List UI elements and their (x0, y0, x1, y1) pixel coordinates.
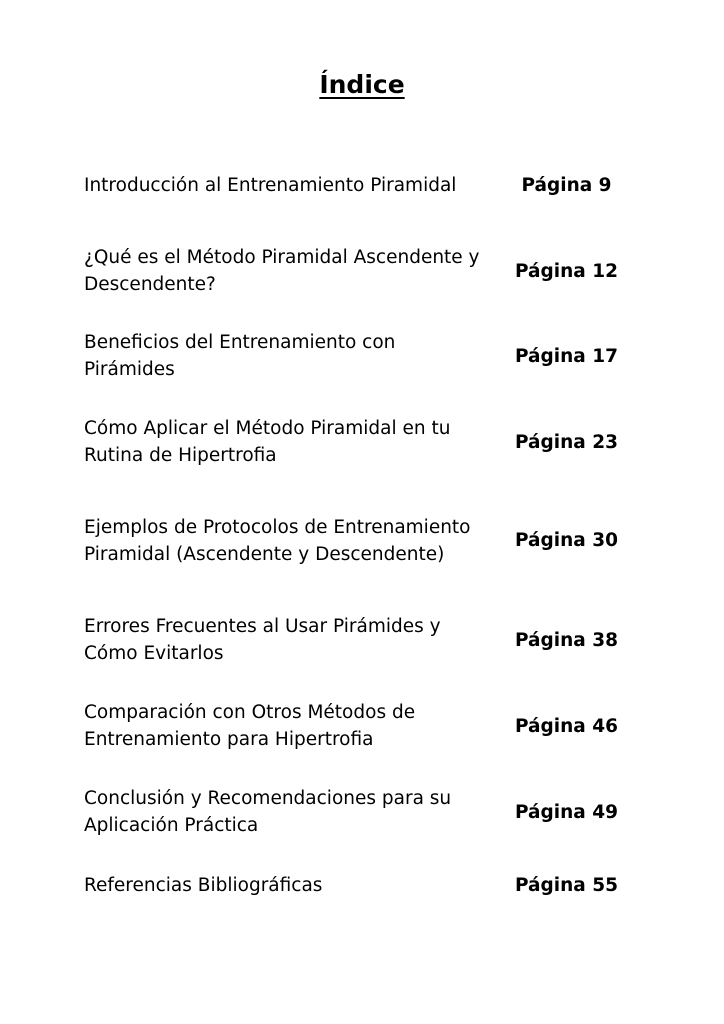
toc-entry-title: Comparación con Otros Métodos de Entrenamiento para Hipertrofia (84, 702, 416, 750)
toc-entry-page: Página 38 (515, 629, 618, 651)
toc-entry-page: Página 17 (515, 345, 618, 367)
toc-entry-page: Página 12 (515, 260, 618, 282)
toc-entry-page: Página 30 (515, 530, 618, 551)
toc-entry[interactable] (84, 699, 644, 753)
toc-entry[interactable] (84, 329, 644, 383)
toc-entry-title: Ejemplos de Protocolos de Entrenamiento Piramidal (Ascendente y Descendente) (84, 516, 471, 565)
toc-entry[interactable] (84, 785, 644, 839)
toc-entry-page: Página 23 (515, 431, 618, 453)
toc-entry[interactable] (84, 415, 644, 469)
toc-entry-title: Cómo Aplicar el Método Piramidal en tu Rutina de Hipertrofia (84, 418, 451, 466)
toc-entry-title: ¿Qué es el Método Piramidal Ascendente y Descendente? (84, 247, 480, 295)
toc-entry[interactable] (84, 158, 644, 212)
toc-entry[interactable] (84, 244, 644, 298)
toc-entry[interactable] (84, 871, 644, 899)
toc-entry-page: Página 55 (515, 874, 618, 896)
toc-entry[interactable] (84, 500, 644, 581)
toc-entry-title: Conclusión y Recomendaciones para su Aplicación Práctica (84, 788, 452, 836)
toc-entry-page: Página 46 (515, 715, 618, 737)
toc-entry-title: Referencias Bibliográficas (84, 874, 323, 896)
toc-entry[interactable] (84, 613, 644, 667)
toc-entry-page: Página 49 (515, 801, 618, 823)
page-title: Índice (319, 70, 405, 99)
toc-entry-title: Introducción al Entrenamiento Piramidal (84, 174, 457, 196)
toc-entry-title: Beneficios del Entrenamiento con Pirámides (84, 332, 396, 380)
toc-entry-page: Página 9 (521, 174, 612, 196)
toc-entry-title: Errores Frecuentes al Usar Pirámides y Cómo Evitarlos (84, 616, 441, 664)
